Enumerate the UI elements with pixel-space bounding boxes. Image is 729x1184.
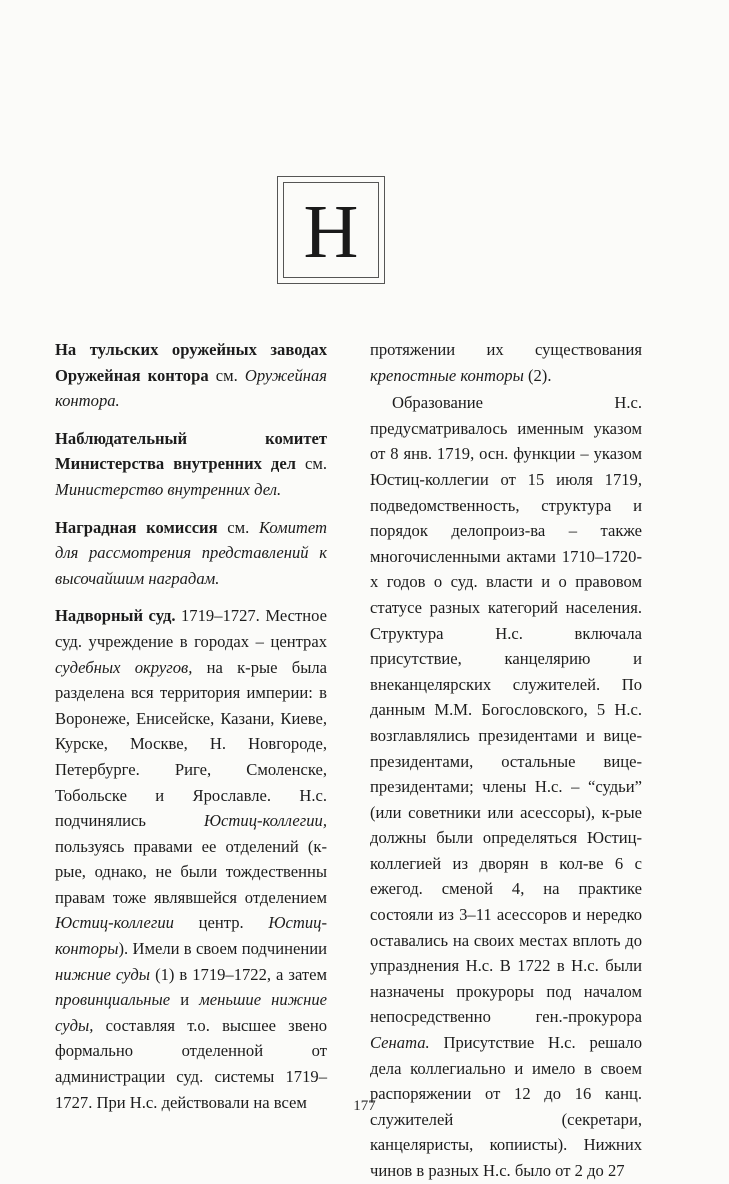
see-reference: см. bbox=[215, 365, 238, 385]
section-letter-inner-frame bbox=[283, 182, 379, 278]
entry-term: На тульских оружейных заводах Оружейная контора bbox=[55, 340, 327, 385]
entry-text: 1719–1727. Местное суд. учреждение в городах – центрах bbox=[55, 606, 327, 651]
entry-text: и bbox=[180, 990, 190, 1010]
cross-reference: Оружейная контора. bbox=[55, 365, 327, 411]
see-reference: см. bbox=[227, 517, 250, 537]
entry-nadvorny-sud bbox=[55, 603, 327, 1115]
entry-text: пользуясь правами ее отделений (к-рые, однако, не были тождественны правам тоже являвшейся отделением bbox=[55, 836, 327, 907]
entry-term: Надворный суд. bbox=[55, 606, 176, 626]
section-letter: Н bbox=[303, 190, 359, 274]
entry-gradnaya bbox=[55, 515, 327, 592]
cross-reference: нижние суды bbox=[55, 964, 151, 984]
cross-reference: Сената. bbox=[370, 1033, 430, 1053]
cross-reference: Юстиц-конторы bbox=[55, 913, 327, 959]
see-reference: см. bbox=[304, 454, 327, 474]
entry-term: Наградная комиссия bbox=[55, 517, 218, 537]
entry-term: Наблюдательный комитет Министерства внутренних дел bbox=[55, 428, 327, 474]
entry-text: Присутствие Н.с. решало дела коллегиально и имело в своем распоряжении от 12 до 16 канц. служителей (секретари, канцеляристы, копиисты). Нижних чинов в разных Н.с. было от 2 до 27 bbox=[370, 1033, 642, 1180]
entry-text: ). Имели в своем подчинении bbox=[118, 939, 327, 959]
cross-reference: судебных округов, bbox=[55, 657, 193, 677]
entry-text: протяжении их существования bbox=[370, 340, 642, 359]
continued-text bbox=[370, 337, 642, 388]
cross-reference: провинциальные bbox=[55, 990, 171, 1010]
entry-text: на к-рые была разделена вся территория империи: в Воронеже, Енисейске, Казани, Киеве, Курске, Москве, Н. Новгороде, Петербурге. Риге, Смоленске, Тобольске и Ярославле. Н.с. подчинялись bbox=[55, 657, 327, 831]
entry-text: (2). bbox=[527, 365, 552, 385]
entry-nablyudatelny bbox=[55, 426, 327, 503]
entry-text: (1) в 1719–1722, а затем bbox=[155, 964, 327, 984]
cross-reference: крепостные конторы bbox=[370, 365, 524, 385]
entry-text: составляя т.о. высшее звено формально отделенной от администрации суд. системы 1719–1727. При Н.с. действовали на всем bbox=[55, 1015, 327, 1112]
cross-reference: Юстиц-коллегии, bbox=[203, 811, 327, 831]
entry-text: Образование Н.с. предусматривалось именным указом от 8 янв. 1719, осн. функции – указом Юстиц-коллегии от 15 июля 1719, подведомственность, структура и порядок делопроиз-ва – также многочисленными актами 1710–1720-х годов о суд. власти и о правовом статусе разных категорий населения. Структура Н.с. включала присутствие, канцелярию и внеканцелярских служителей. По данным М.М. Богословского, 5 Н.с. возглавлялись президентами и вице-президентами, остальные вице-президентами; члены Н.с. – “судьи” (или советники или асессоры), к-рые должны были определяться Юстиц-коллегией из дворян в кол-ве 6 с ежегод. сменой 4, на практике состояли из 3–11 асессоров и нередко оставались на своих местах вплоть до упразднения Н.с. В 1722 в Н.с. были назначены прокуроры под началом непосредственно ген.-прокурора bbox=[370, 393, 642, 1027]
right-column bbox=[370, 337, 642, 1184]
left-column bbox=[55, 337, 327, 1115]
cross-reference: Юстиц-коллегии bbox=[55, 913, 174, 933]
cross-reference: меньшие нижние суды, bbox=[55, 990, 327, 1035]
paragraph-obrazovanie bbox=[370, 390, 642, 1183]
section-letter-frame bbox=[277, 176, 385, 284]
entry-oruzheinaya bbox=[55, 337, 327, 414]
page-number: 177 bbox=[353, 1098, 376, 1114]
cross-reference: Министерство внутренних дел. bbox=[55, 479, 282, 499]
cross-reference: Комитет для рассмотрения представлений к высочайшим наградам. bbox=[55, 517, 327, 588]
entry-text: центр. bbox=[198, 913, 244, 933]
